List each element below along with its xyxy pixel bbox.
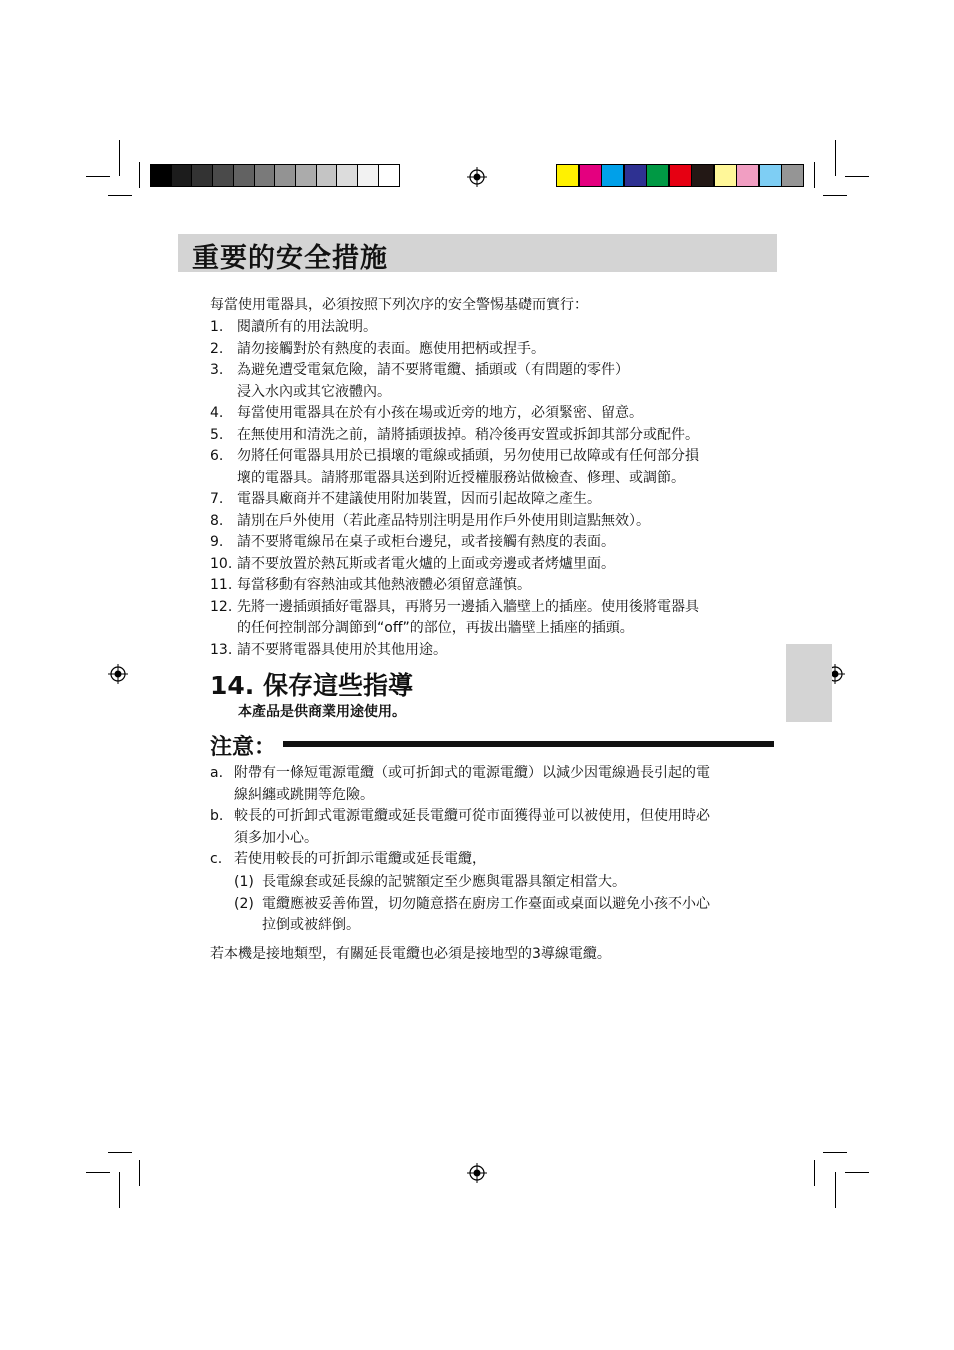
caution-item-text: 若使用較長的可折卸示電纜或延長電纜，: [234, 851, 486, 867]
safety-item-text: 先將一邊插頭插好電器具，再將另一邊插入牆壁上的插座。使用後將電器具: [237, 598, 699, 615]
safety-item-text: 為避免遭受電氣危險，請不要將電纜、插頭或（有問題的零件）: [237, 362, 629, 378]
safety-item-text: 閱讀所有的用法說明。: [237, 319, 377, 335]
safety-item-text: 每當使用電器具在於有小孩在場或近旁的地方，必須緊密、留意。: [237, 405, 643, 421]
safety-item-number: 9.: [210, 534, 224, 550]
color-swatch: [646, 164, 669, 187]
gray-swatch: [295, 164, 317, 187]
color-swatch: [736, 164, 759, 187]
safety-item-text: 浸入水內或其它液體內。: [237, 383, 391, 400]
gray-swatch: [191, 164, 213, 187]
registration-mark-icon: [108, 664, 128, 684]
safety-item-text: 請不要將電器具使用於其他用途。: [237, 641, 447, 658]
section-heading-14: 14. 保存這些指導: [210, 671, 413, 700]
gray-swatch: [233, 164, 255, 187]
safety-item-text: 勿將任何電器具用於已損壞的電線或插頭，另勿使用已故障或有任何部分損: [237, 448, 699, 464]
safety-item-text: 請勿接觸對於有熱度的表面。應使用把柄或捏手。: [237, 340, 545, 357]
intro-text: 每當使用電器具，必須按照下列次序的安全警惕基礎而實行：: [210, 297, 588, 313]
page-title: 重要的安全措施: [192, 243, 388, 274]
safety-item-number: 4.: [210, 405, 224, 421]
grounding-note: 若本機是接地類型，有關延長電纜也必須是接地型的3導線電纜。: [210, 946, 611, 962]
sub-caution-item-number: (2): [234, 895, 254, 912]
caution-item-text: 須多加小心。: [234, 829, 318, 846]
color-swatch: [781, 164, 804, 187]
safety-item-number: 12.: [210, 598, 233, 615]
safety-item-text: 電器具廠商并不建議使用附加裝置，因而引起故障之產生。: [237, 491, 601, 507]
color-swatch: [714, 164, 737, 187]
safety-item-number: 8.: [210, 512, 224, 529]
caution-item-text: 較長的可折卸式電源電纜或延長電纜可從市面獲得並可以被使用，但使用時必: [234, 808, 710, 824]
gray-swatch: [150, 164, 172, 187]
color-swatch: [759, 164, 782, 187]
sub-caution-item-text: 長電線套或延長線的記號額定至少應與電器具額定相當大。: [262, 874, 626, 890]
caution-item-number: b.: [210, 808, 224, 824]
caution-item-text: 線糾纏或跳開等危險。: [234, 786, 374, 803]
color-swatch: [691, 164, 714, 187]
safety-item-number: 11.: [210, 577, 233, 593]
commercial-use-note: 本產品是供商業用途使用。: [238, 704, 406, 720]
gray-swatch: [357, 164, 379, 187]
registration-mark-icon: [467, 167, 487, 187]
gray-swatch: [171, 164, 193, 187]
safety-item-text: 請不要將電線吊在桌子或柜台邊兒，或者接觸有熱度的表面。: [237, 534, 615, 550]
caution-item-number: a.: [210, 765, 224, 781]
color-swatch: [579, 164, 602, 187]
gray-swatch: [212, 164, 234, 187]
sub-caution-item-text: 拉倒或被絆倒。: [262, 917, 360, 933]
safety-item-number: 13.: [210, 641, 233, 658]
sub-caution-item-number: (1): [234, 874, 254, 890]
safety-item-number: 6.: [210, 448, 224, 464]
color-swatch: [556, 164, 579, 187]
language-side-tab: [786, 644, 832, 722]
color-swatch: [669, 164, 692, 187]
safety-item-number: 1.: [210, 319, 224, 335]
gray-swatch: [336, 164, 358, 187]
gray-swatch: [378, 164, 400, 187]
safety-item-text: 請別在戶外使用（若此產品特別注明是用作戶外使用則這點無效）。: [237, 512, 650, 529]
safety-item-text: 每當移動有容熱油或其他熱液體必須留意謹慎。: [237, 577, 531, 593]
caution-item-text: 附帶有一條短電源電纜（或可折卸式的電源電纜）以減少因電線過長引起的電: [234, 765, 710, 781]
safety-item-text: 請不要放置於熱瓦斯或者電火爐的上面或旁邊或者烤爐里面。: [237, 555, 615, 572]
color-swatch: [601, 164, 624, 187]
safety-item-text: 在無使用和清洗之前，請將插頭拔掉。稍冷後再安置或拆卸其部分或配件。: [237, 426, 699, 443]
safety-item-number: 3.: [210, 362, 224, 378]
safety-item-number: 7.: [210, 491, 224, 507]
gray-swatch: [254, 164, 276, 187]
registration-mark-icon: [467, 1163, 487, 1183]
gray-swatch: [274, 164, 296, 187]
safety-item-number: 2.: [210, 340, 224, 357]
caution-item-number: c.: [210, 851, 223, 867]
caution-rule: [283, 741, 774, 747]
safety-item-text: 壞的電器具。請將那電器具送到附近授權服務站做檢查、修理、或調節。: [237, 469, 685, 486]
safety-item-number: 10.: [210, 555, 233, 572]
gray-swatch: [316, 164, 338, 187]
caution-heading: 注意：: [210, 735, 277, 760]
safety-item-number: 5.: [210, 426, 224, 443]
color-swatch: [624, 164, 647, 187]
sub-caution-item-text: 電纜應被妥善佈置，切勿隨意搭在廚房工作臺面或桌面以避免小孩不小心: [262, 895, 710, 912]
safety-item-text: 的任何控制部分調節到“off”的部位，再拔出牆壁上插座的插頭。: [237, 620, 634, 636]
